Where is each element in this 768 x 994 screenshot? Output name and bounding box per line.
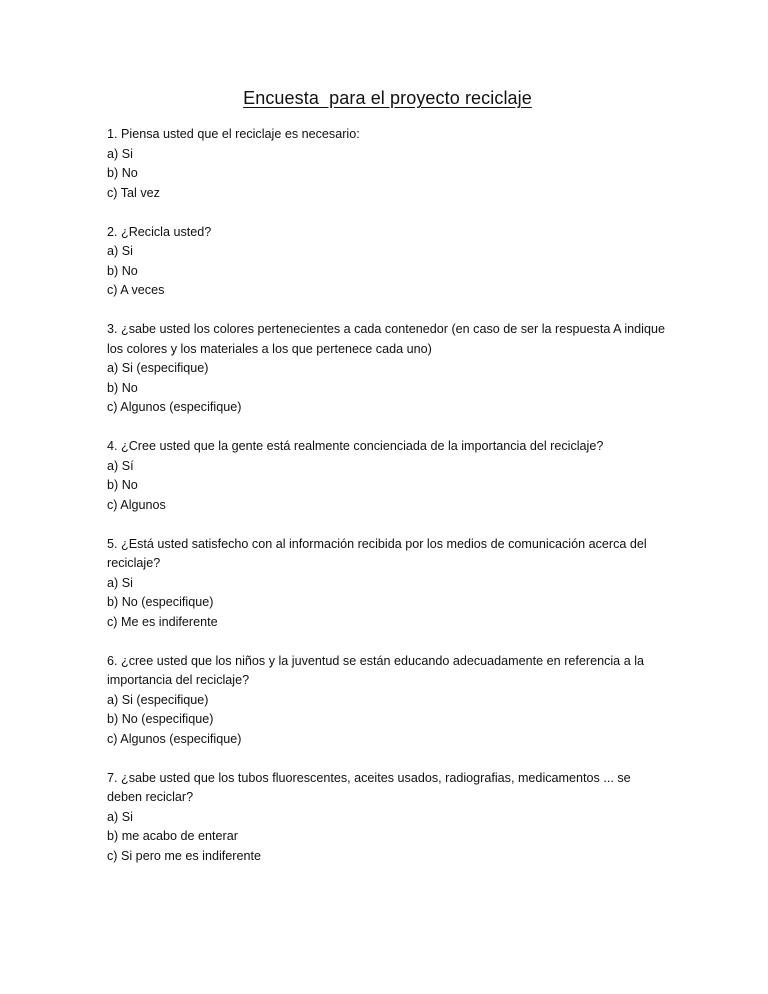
option-c: c) Si pero me es indiferente [107, 848, 261, 863]
option-b: b) No [107, 380, 138, 395]
question-text: 2. ¿Recicla usted? [107, 224, 212, 239]
question-6 [107, 652, 668, 750]
option-c: c) Algunos (especifique) [107, 400, 242, 414]
option-c: c) Tal vez [107, 185, 160, 200]
question-text: 3. ¿sabe usted los colores pertenecientes a cada contenedor (en caso de ser la respuesta A indique los colores y los materiales a los que pertenece cada uno) [107, 322, 665, 356]
option-c: c) Me es indiferente [107, 614, 218, 629]
option-b: b) No (especifique) [107, 712, 214, 726]
option-b: b) No [107, 263, 138, 278]
option-b: b) No [107, 166, 138, 180]
option-c: c) A veces [107, 283, 165, 297]
question-2 [107, 223, 668, 301]
option-a: a) Sí [107, 458, 134, 473]
option-a: a) Si (especifique) [107, 361, 209, 375]
option-b: b) No (especifique) [107, 595, 214, 609]
question-text: 5. ¿Está usted satisfecho con al información recibida por los medios de comunicación acerca del reciclaje? [107, 536, 647, 570]
option-c: c) Algunos [107, 497, 166, 512]
question-text: 4. ¿Cree usted que la gente está realmente concienciada de la importancia del reciclaje? [107, 439, 604, 453]
option-a: a) Si [107, 244, 133, 258]
question-4 [107, 437, 668, 515]
option-a: a) Si [107, 809, 133, 824]
question-5 [107, 535, 668, 633]
option-a: a) Si [107, 575, 133, 590]
option-b: b) me acabo de enterar [107, 829, 238, 843]
question-1 [107, 125, 668, 203]
option-a: a) Si (especifique) [107, 692, 209, 707]
option-a: a) Si [107, 146, 133, 161]
document-title: Encuesta para el proyecto reciclaje [243, 88, 532, 108]
option-c: c) Algunos (especifique) [107, 731, 242, 746]
question-7 [107, 769, 668, 867]
question-3 [107, 320, 668, 418]
option-b: b) No [107, 478, 138, 492]
question-text: 7. ¿sabe usted que los tubos fluorescentes, aceites usados, radiografias, medicamentos ... se deben reciclar? [107, 770, 631, 804]
question-text: 6. ¿cree usted que los niños y la juventud se están educando adecuadamente en referencia a la importancia del reciclaje? [107, 653, 644, 687]
question-text: 1. Piensa usted que el reciclaje es necesario: [107, 127, 360, 141]
